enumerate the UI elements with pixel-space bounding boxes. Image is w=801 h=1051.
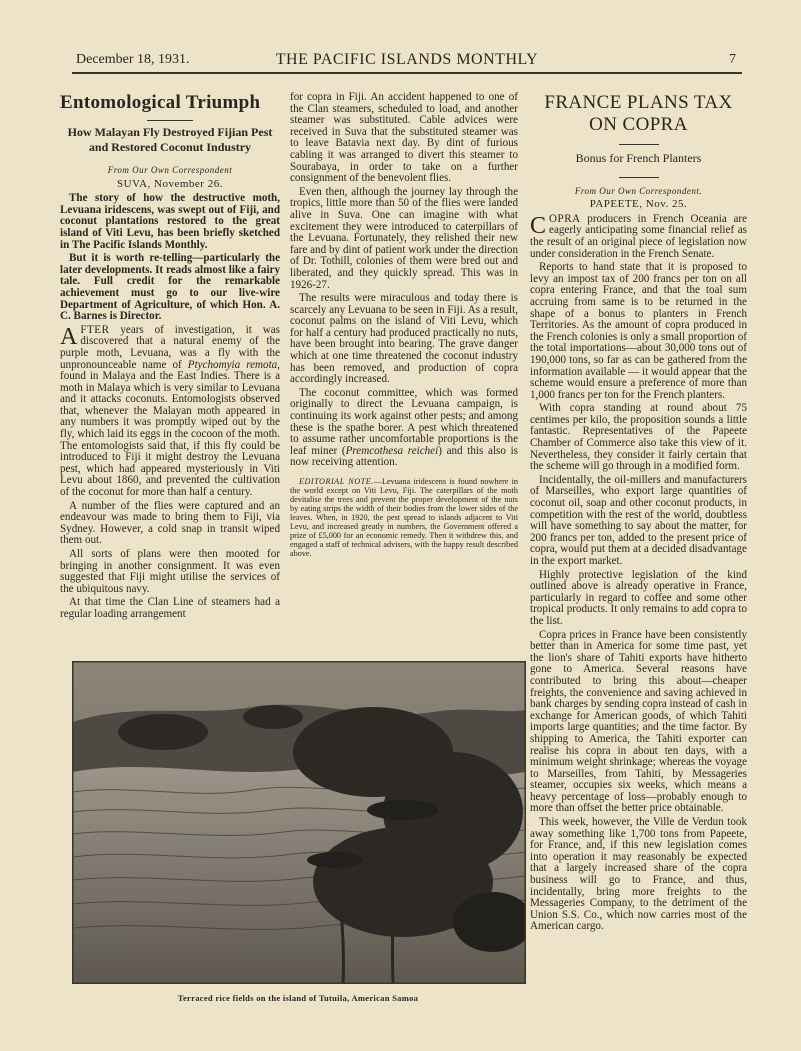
masthead: [72, 50, 742, 74]
headline-rule: [147, 120, 193, 121]
article2-paragraph-3: With copra standing at round about 75 centimes per kilo, the proposition sounds a little fantastic. Representatives of the Papeete Chamber of Commerce also take this view of it. Nevertheless, they consider it fairly certain that the scheme will go through in a modified form.: [530, 402, 747, 473]
article1-paragraph-5: for copra in Fiji. An accident happened to one of the Clan steamers, scheduled to load, and another steamer was substituted. Cable advices were received in Suva that the substituted steamer was to leave Batavia next day. By dint of furious cabling it was arranged to divert this steamer to Sourabaya, in order to take on a further consignment of the benevolent flies.: [290, 91, 518, 185]
article2-paragraph-2: Reports to hand state that it is proposed to levy an impost tax of 200 francs per ton on all copra entering France, and that the toal sum accruing from same is to be returned in the shape of a bonus to planters in French Territories. As the amount of copra produced in the French colonies is only a small proportion of the total importations—about 30,000 tons out of 190,000 tons, so far as can be gathered from the information available — it would appear that the scheme would ensure a preference of more than 1,000 francs per ton for the French planters.: [530, 261, 747, 401]
article1-headline: Entomological Triumph: [60, 92, 261, 113]
article1-paragraph-2: A number of the flies were captured and an endeavour was made to bring them to Fiji, via Sydney. However, a cold snap in transit wiped them out.: [60, 499, 280, 547]
article2-paragraph-4: Incidentally, the oil-millers and manufacturers of Marseilles, who export large quantities of coconut oil, soap and other coconut products, in competition with the rest of the world, doubtless will have something to say about the matter, for 200 francs per ton, added to the present price of copra, would put them at a decided disadvantage in the export market.: [530, 473, 747, 567]
photograph-rice-terraces: [72, 661, 526, 984]
article2-column: [530, 92, 747, 935]
article2-dateline: PAPEETE, Nov. 25.: [589, 198, 688, 211]
issue-date: December 18, 1931.: [76, 52, 190, 67]
article2-byline: From Our Own Correspondent.: [574, 185, 703, 196]
photo-caption: Terraced rice fields on the island of Tutuila, American Samoa: [177, 993, 419, 1003]
article2-paragraph-1: COPRA producers in French Oceania are eagerly anticipating some financial relief as the result of an original piece of legislation now under consideration in the French Senate.: [530, 212, 747, 260]
page-number: 7: [729, 52, 736, 67]
article1-paragraph-6: Even then, although the journey lay through the tropics, little more than 50 of the flies were landed alive in Suva. One can imagine with what excitement they were introduced to caterpillars of the Levuana. Fortunately, they relished their new fare and by dint of patient work under the direction of Dr. Tothill, colonies of them were bred out and liberated, and they quickly spread. This was in 1926-27.: [290, 185, 518, 291]
article1-paragraph-4: At that time the Clan Line of steamers had a regular loading arrangement: [60, 596, 280, 620]
drop-cap: A: [60, 323, 78, 350]
rice-terrace-illustration: [73, 662, 525, 983]
drop-cap: C: [530, 212, 547, 239]
article1-lead-paragraph-2: But it is worth re-telling—particularly the later developments. It reads almost like a fairy tale. Full credit for the remarkable achievement must go to our live-wire Department of Agriculture, of which Hon. A. C. Barnes is Director.: [60, 252, 280, 323]
article1-subhead: How Malayan Fly Destroyed Fijian Pest and Restored Coconut Industry: [67, 125, 273, 154]
article1-column2: [290, 92, 518, 558]
subhead-rule: [619, 177, 659, 178]
headline-rule: [619, 144, 659, 145]
article2-headline: FRANCE PLANS TAX ON COPRA: [544, 92, 733, 135]
article2-paragraph-7: This week, however, the Ville de Verdun took away something like 1,700 tons from Papeete, for France, and, if this new legislation comes into operation it may reasonably be expected that a largely increased share of the copra business will go to France, and thus, incidentally, bring more freights to the Messageries Company, to the detriment of the Union S.S. Co., which now carries most of the American cargo.: [530, 816, 747, 933]
article1-paragraph-1: AFTER years of investigation, it was discovered that a natural enemy of the purple moth, Levuana, was a fly with the unpronounceable name of Ptychomyia remota, found in Malaya and the East Indies. There is a moth in Malaya which is very similar to Levuana and it attacks coconuts. Entomologists observed that, whenever the Malayan moth appeared in any numbers it was promptly wiped out by the fly, which laid its eggs in the cocoon of the moth. The entomologists said that, if this fly could be introduced to Fiji it might destroy the Levuana pest, which had appeared mysteriously in Viti Levu about 1860, and prevented the cultivation of the coconut for more than half a century.: [60, 323, 280, 499]
article2-paragraph-6: Copra prices in France have been consistently better than in America for some time past, yet the lion's share of Tahiti exports have hitherto gone to America. Several reasons have contributed to bring this about—cheaper freights, the convenience and saving achieved in bank charges by sending copra instead of cash in exchange for American goods, of which Tahiti imports large quantities; and the time factor. By shipping to America, the Tahiti exporter can realise his copra in about ten days, with a minimum weight shrinkage; whereas the voyage to Marseilles, from Tahiti, by Messageries steamer, occupies six weeks, which means a heavy percentage of loss—probably enough to more than offset the better price obtainable.: [530, 628, 747, 815]
article1-dateline: SUVA, November 26.: [117, 177, 223, 190]
article1-paragraph-8: The coconut committee, which was formed originally to direct the Levuana campaign, is continuing its work against other pests; and among these is the spathe borer. A pest which threatened to assume rather uncomfortable proportions is the leaf miner (Premcothesa reichei) and this also is now receiving attention.: [290, 386, 518, 469]
publication-title: THE PACIFIC ISLANDS MONTHLY: [275, 51, 539, 68]
article1-paragraph-7: The results were miraculous and today there is scarcely any Levuana to be seen in Fiji. As a result, coconut palms on the island of Viti Levu, which for half a century had produced practically no nuts, have been brought into bearing. The grave danger which at one time threatened the coconut industry has been removed, and production of copra accordingly increased.: [290, 292, 518, 386]
article1-column1: [60, 90, 280, 623]
article1-lead-paragraph: The story of how the destructive moth, Levuana iridescens, was swept out of Fiji, and coconut plantations restored to the great island of Viti Levu, has been briefly sketched in The Pacific Islands Monthly.: [60, 192, 280, 251]
article2-subhead: Bonus for French Planters: [575, 151, 702, 165]
editorial-note: EDITORIAL NOTE.—Levuana iridescens is found nowhere in the world except on Viti Levu, Fiji. The caterpillars of the moth devitalise the trees and prevent the proper development of the nuts by eating strips the width of their bodies from the lower sides of the leaves. When, in 1920, the pest spread to islands adjacent to Viti Levu, and increased greatly in numbers, the Government offered a prize of £5,000 for an economic remedy. Then it withdrew this, and engaged a staff of technical advisers, with the happy result described above.: [290, 477, 519, 558]
article1-byline: From Our Own Correspondent: [107, 165, 233, 175]
article2-paragraph-5: Highly protective legislation of the kind outlined above is already operative in France, particularly in regard to coffee and some other tropical products. It only remains to add copra to the list.: [530, 568, 747, 627]
article1-paragraph-3: All sorts of plans were then mooted for bringing in another consignment. It was even suggested that Fiji might utilise the services of the ubiquitous navy.: [60, 548, 280, 595]
